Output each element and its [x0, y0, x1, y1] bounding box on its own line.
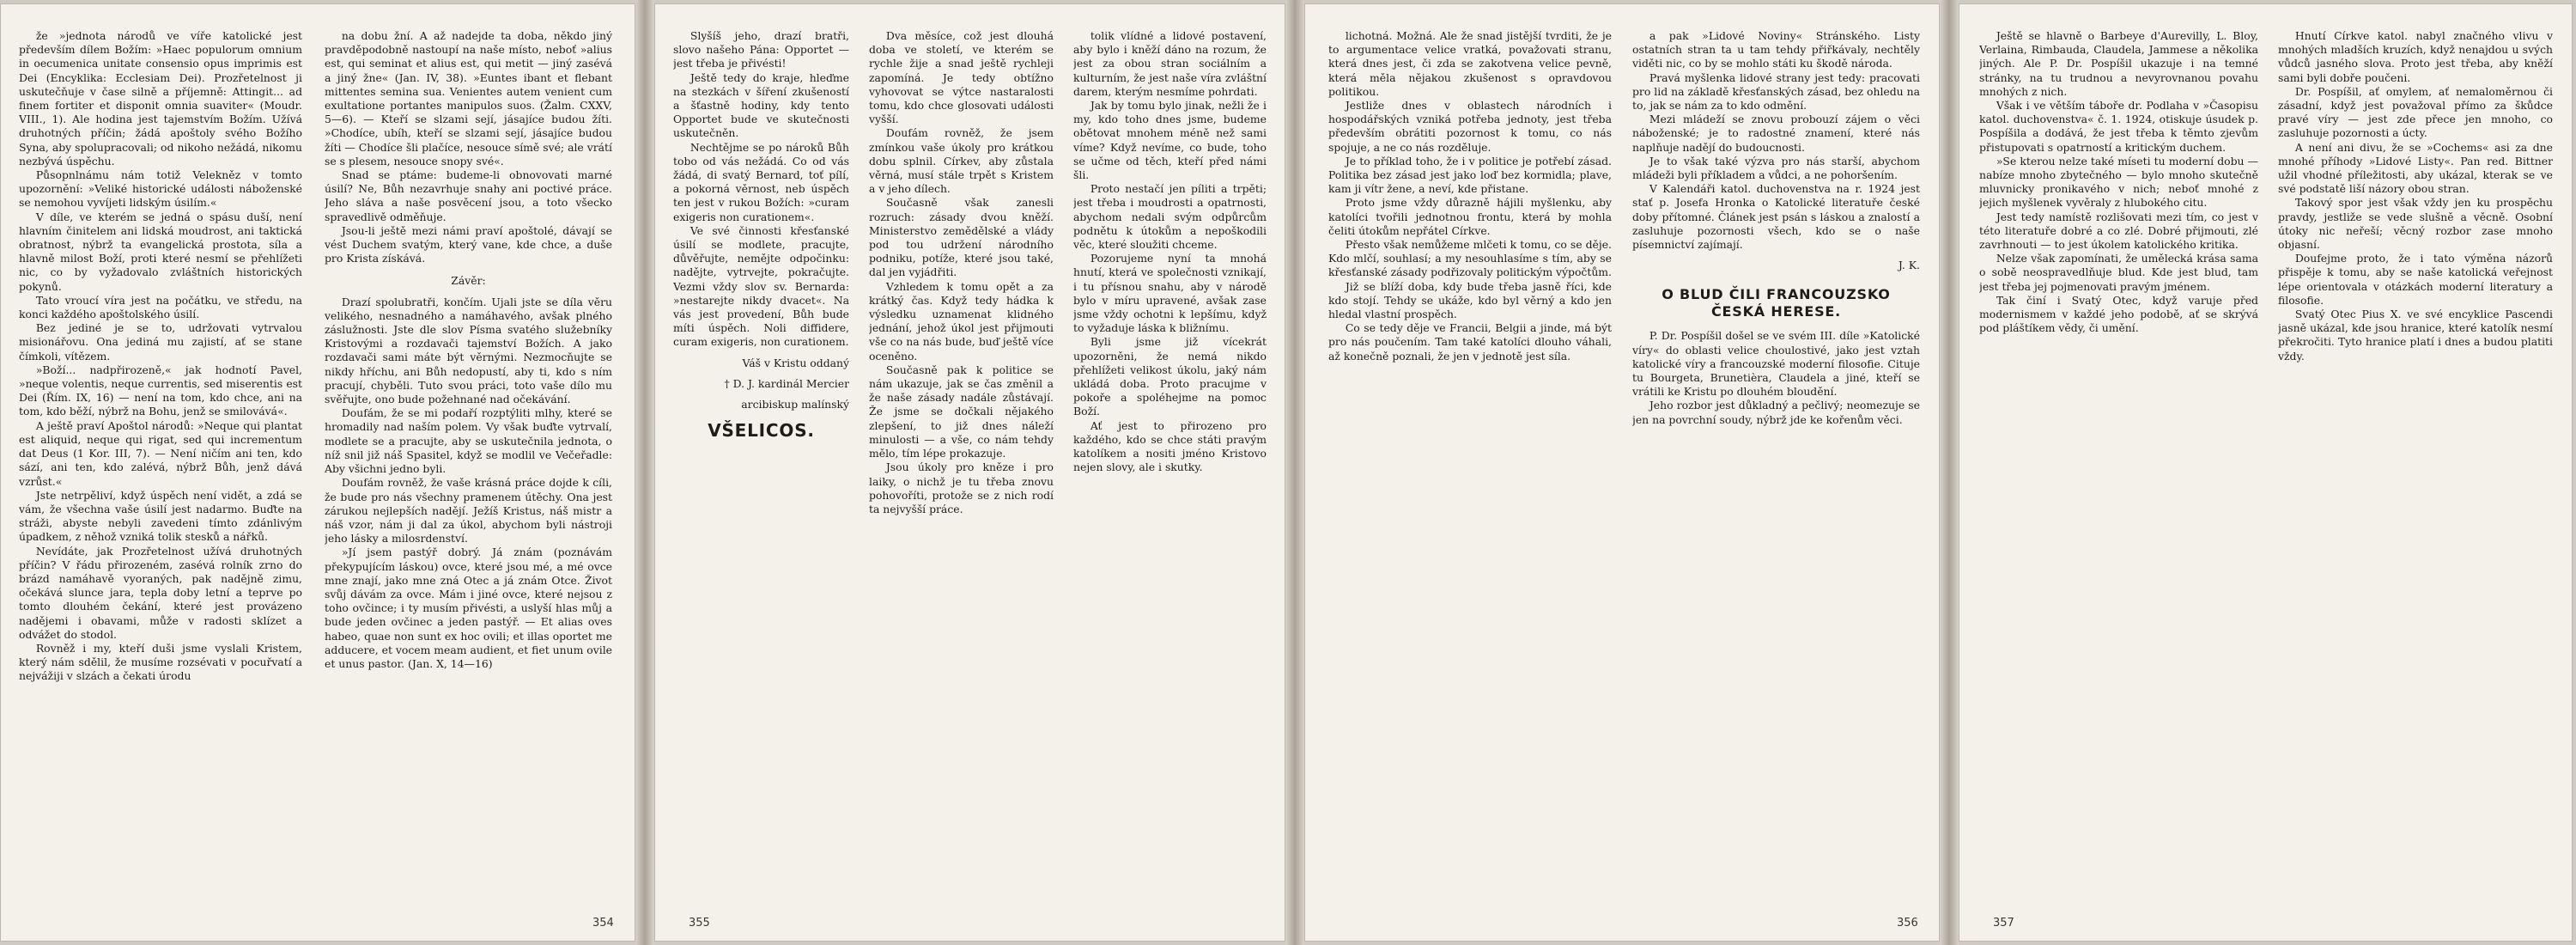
page-356-right-column — [1632, 29, 1920, 897]
paragraph: V díle, ve kterém se jedná o spásu duší, není hlavním činitelem ani lidská moudrost, ani taktická obratnost, nýbrž ta evangelická prostota, síla a hlavně milost Boží, proti které nesmí se přehlížeti nic, co by vyžadovalo zvláštních historických pokynů. — [19, 210, 302, 293]
paragraph: Doufám rovněž, že jsem zmínkou vaše úkoly pro krátkou dobu splnil. Církev, aby zůstala věrná, musí stále trpět s Kristem a v jeho dílech. — [869, 126, 1054, 196]
paragraph: Ve své činnosti křesťanské úsilí se modlete, pracujte, důvěřujte, nemějte odpočinku: nadějte, vytrvejte, pokračujte. Vezmi vždy slov sv. Bernarda: »nestarejte nikdy dvacet«. Na vás jest provedení, Bůh bude míti úspěch. Noli diffidere, curam exigeris, non curationem. — [673, 223, 849, 349]
paragraph: Dr. Pospíšil, ať omylem, ať nemaloměrnou či zásadní, když jest považoval přímo za škůdce pravé víry — jest zde přece jen mnoho, co zasluhuje pozornosti a úcty. — [2278, 84, 2553, 140]
paragraph: Co se tedy děje ve Francii, Belgii a jinde, má být pro nás poučením. Tam také katolíci dlouho váhali, až konečně poznali, že jen v jednotě jest síla. — [1328, 321, 1612, 363]
page-355 — [654, 3, 1285, 942]
paragraph: tolik vlídné a lidové postavení, aby bylo i kněží dáno na rozum, že jest za obou stran sociálním a kulturním, že jest naše víra zvláštní darem, kterým nesmíme pohrdati. — [1073, 29, 1267, 98]
paragraph: a pak »Lidové Noviny« Stránského. Listy ostatních stran ta u tam tehdy přiřkávaly, nechtěly viděti nic, co by se mohlo státi ku škodě národa. — [1632, 29, 1920, 70]
paragraph: Dva měsíce, což jest dlouhá doba ve století, ve kterém se rychle žije a snad ještě rychleji zapomíná. Je tedy obtížno vyhovovat se výtce nastaralosti tomu, kdo chce glosovati události vyšší. — [869, 29, 1054, 126]
page-354 — [0, 3, 635, 942]
paragraph: Nelze však zapomínati, že umělecká krása sama o sobě neospravedlňuje blud. Kde jest blud, tam jest třeba jej pojmenovati pravým jménem. — [1979, 252, 2258, 293]
paragraph: Jestliže dnes v oblastech národních i hospodářských vzniká potřeba jednoty, jest třeba především obrátiti pozornost k tomu, co nás spojuje, a ne co nás rozděluje. — [1328, 99, 1612, 154]
paragraph: Je to však také výzva pro nás starší, abychom mládeži byli příkladem a vůdci, a ne pohoršením. — [1632, 154, 1920, 182]
paragraph: že »jednota národů ve víře katolické jest především dílem Božím: »Haec populorum omnium in oecumenica unitate consensio opus imprimis est Dei (Encyklika: Ecclesiam Dei). Prozřetelnost ji uskutečňuje v čase silně a příjemně: Attingit... ad finem fortiter et disponit omnia suaviter« (Moudr. VIII., 1). Ale hodina jest tajemstvím Božím. Užívá druhotných příčin; žádá apoštoly svého Božího Syna, aby spolupracovali; od nikoho nežádá, nikomu nezbývá úspěchu. — [19, 29, 302, 168]
page-number: 356 — [1897, 917, 1918, 930]
paragraph: Svatý Otec Pius X. ve své encyklice Pascendi jasně ukázal, kde jsou hranice, které katolík nesmí překročiti. Tyto hranice platí i dnes a budou platiti vždy. — [2278, 308, 2553, 363]
paragraph: Byli jsme již vícekrát upozorněni, že nemá nikdo přehlížeti velikost úkolu, jaký nám ukládá doba. Proto pracujme v pokoře a spoléhejme na pomoc Boží. — [1073, 335, 1267, 418]
page-354-right-column — [325, 29, 612, 897]
paragraph: Drazí spolubratři, končím. Ujali jste se díla věru velikého, nesnadného a namáhavého, avšak plného záslužnosti. Jste dle slov Písma svatého služebníky Kristovými a rozdavači tajemství Božích. A jako rozdavači sami máte být věrnými. Nezmocňujte se nikdy hříchu, ani Bůh nedopustí, aby ti, kdo s ním pracují, chyběli. Tuto svou práci, toto vaše dílo mu svěřujte, ono bude požehnané nad očekávání. — [325, 295, 612, 406]
paragraph: »Se kterou nelze také míseti tu moderní dobu — nabíze mnoho zbytečného — bylo mnoho skutečně mluvnicky pronikavého v nich; neboť mnohé z jejich myšlenek vyvěraly z hlubokého citu. — [1979, 154, 2258, 210]
paragraph: P. Dr. Pospíšil došel se ve svém III. díle »Katolické víry« do oblasti velice choulostivé, jako jest vztah katolické víry a francouzské moderní filosofie. Cituje tu Bourgeta, Brunetièra, Claudela a jiné, kteří se vrátili ke Kristu po dlouhém bloudění. — [1632, 329, 1920, 399]
page-356 — [1304, 3, 1940, 942]
paragraph: Tak činí i Svatý Otec, když varuje před modernismem v každé jeho podobě, ať se skrývá pod pláštíkem vědy, či umění. — [1979, 293, 2258, 335]
page-357-left-column — [1979, 29, 2258, 897]
paragraph: Tato vroucí víra jest na počátku, ve středu, na konci každého apoštolského úsilí. — [19, 293, 302, 321]
page-355-middle-column — [869, 29, 1054, 897]
page-number: 357 — [1993, 917, 2014, 930]
paragraph: Však i ve větším táboře dr. Podlaha v »Časopisu katol. duchovenstva« č. 1. 1924, otiskuje úsudek p. Pospíšila a dodává, že jest třeba k těmto zjevům přistupovati s opatrností a kritickým duchem. — [1979, 99, 2258, 154]
gutter — [1940, 0, 1959, 945]
paragraph: J. K. — [1898, 259, 1920, 272]
paragraph: lichotná. Možná. Ale že snad jistější tvrditi, že je to argumentace velice vratká, považovati stranu, která dnes jest, či zda se zakotvena velice pevně, která měla nějakou zkušenost s opravdovou politikou. — [1328, 29, 1612, 98]
paragraph: Již se blíží doba, kdy bude třeba jasně říci, kde kdo stojí. Tehdy se ukáže, kdo byl věrný a kdo jen hledal vlastní prospěch. — [1328, 279, 1612, 321]
paragraph: A ještě praví Apoštol národů: »Neque qui plantat est aliquid, neque qui rigat, sed qui incrementum dat Deus (1 Kor. III, 7). — Není ničím ani ten, kdo sází, ani ten, kdo zalévá, nýbrž Bůh, jenž dává vzrůst.« — [19, 418, 302, 488]
paragraph: † D. J. kardinál Mercier — [724, 376, 849, 390]
paragraph: Jeho rozbor jest důkladný a pečlivý; neomezuje se jen na povrchní soudy, nýbrž jde ke kořenům věci. — [1632, 399, 1920, 426]
page-357 — [1959, 3, 2573, 942]
page-number: 354 — [592, 917, 614, 930]
paragraph: arcibiskup malínský — [741, 398, 849, 412]
gutter — [635, 0, 654, 945]
paragraph: Doufám, že se mi podaří rozptýliti mlhy, které se hromadily nad naším polem. Vy však buďte vytrvalí, modlete se a pracujte, aby se uskutečnila jednota, o níž snil již náš Spasitel, když se modlil ve Večeřadle: Aby všichni jedno byli. — [325, 406, 612, 476]
paragraph: V Kalendáři katol. duchovenstva na r. 1924 jest stať p. Josefa Hronka o Katolické literatuře české doby přítomné. Článek jest psán s láskou a znalostí a zasluhuje pozornosti všech, kdo se o naše písemnictví zajímají. — [1632, 182, 1920, 252]
page-355-right-column — [1073, 29, 1267, 897]
paragraph: Ať jest to přirozeno pro každého, kdo se chce státi pravým katolíkem a nositi jméno Kristovo nejen slovy, ale i skutky. — [1073, 418, 1267, 474]
paragraph: Jste netrpěliví, když úspěch není vidět, a zdá se vám, že všechna vaše úsilí jest nadarmo. Buďte na stráži, abyste nebyli zavedeni tímto zdánlivým úpadkem, z něhož vzniká tolik stesků a nářků. — [19, 488, 302, 544]
paragraph: Doufejme proto, že i tato výměna názorů přispěje k tomu, aby se naše katolická veřejnost lépe orientovala v otázkách moderní literatury a filosofie. — [2278, 252, 2553, 307]
page-354-left-column — [19, 29, 302, 897]
paragraph: Půsopnlnámu nám totiž Velekněz v tomto upozornění: »Veliké historické události náboženské se nemohou vyvíjeti lidským úsilím.« — [19, 168, 302, 210]
section-heading: VŠELICOS. — [708, 420, 815, 442]
paragraph: Váš v Kristu oddaný — [742, 356, 849, 369]
paragraph: Ještě tedy do kraje, hleďme na stezkách v šíření zkušeností a šťastně hodiny, kdy tento Opportet bude ve skutečnosti uskutečněn. — [673, 70, 849, 140]
paragraph: Bez jediné je se to, udržovati vytrvalou misionářovu. Ona jediná mu zajistí, ať se stane čímkoli, vítězem. — [19, 321, 302, 363]
paragraph: na dobu žní. A až nadejde ta doba, někdo jiný pravděpodobně nastoupí na naše místo, neboť »alius est, qui seminat et alius est, qui metit — jiný zasévá a jiný žne« (Jan. IV, 38). »Euntes ibant et flebant mittentes semina sua. Venientes autem venient cum exultatione portantes manipulos suos. (Žalm. CXXV, 5—6). — Kteří se slzami sejí, jásajíce budou žíti. »Chodíce, ubíh, kteří se slzami sejí, jásajíce budou žíti — Chodíce šli plačíce, nesouce símě své; ale vrátí se s plesem, nesouce snopy své«. — [325, 29, 612, 168]
paragraph: Současně pak k politice se nám ukazuje, jak se čas změnil a že naše zásady nadále zůstávají. Že jsme se dočkali nějakého zlepšení, to již dnes náleží minulosti — a vše, co nám tehdy mělo, tím lépe prokazuje. — [869, 363, 1054, 460]
page-355-left-column — [673, 29, 849, 897]
paragraph: Nechtějme se po nároků Bůh tobo od vás nežádá. Co od vás žádá, di svatý Bernard, toť pílí, a pokorná věrnost, neb úspěch ten jest v rukou Božích: »curam exigeris non curationem«. — [673, 140, 849, 223]
paragraph: »Boží... nadpřirozeně,« jak hodnotí Pavel, »neque volentis, neque currentis, sed miserentis est Dei (Řím. IX, 16) — není na tom, kdo chce, ani na tom, kdo běží, nýbrž na Bohu, jenž se smilovává«. — [19, 363, 302, 418]
page-number: 355 — [689, 917, 710, 930]
paragraph: Jest tedy namístě rozlišovati mezi tím, co jest v této literatuře dobré a co zlé. Dobré přijmouti, zlé zavrhnouti — to jest úkolem katolického kritika. — [1979, 210, 2258, 252]
paragraph: Je to příklad toho, že i v politice je potřebí zásad. Politika bez zásad jest jako loď bez kormidla; plave, kam ji vítr žene, a neví, kde přistane. — [1328, 154, 1612, 196]
paragraph: Pravá myšlenka lidové strany jest tedy: pracovati pro lid na základě křesťanských zásad, bez ohledu na to, jak se nám za to kdo odmění. — [1632, 70, 1920, 113]
paragraph: Proto nestačí jen píliti a trpěti; jest třeba i moudrosti a opatrnosti, abychom nedali svým odpůrcům podnětu k útokům a nepoškodili věc, které sloužiti chceme. — [1073, 182, 1267, 252]
paragraph: Jsou úkoly pro kněze i pro laiky, o nichž je tu třeba znovu pohovoříti, protože se z nich rodí ta nejvyšší práce. — [869, 460, 1054, 515]
paragraph: Ještě se hlavně o Barbeye d'Aurevilly, L. Bloy, Verlaina, Rimbauda, Claudela, Jammese a několika jiných. Ale P. Dr. Pospíšil ukazuje i na temné stránky, na tu trudnou a nevyrovnanou povahu mnohých z nich. — [1979, 29, 2258, 98]
paragraph: Rovněž i my, kteří duši jsme vyslali Kristem, který nám sdělil, že musíme rozsévati v pocuřvatí a nejvážiji v slzách a čekati úrodu — [19, 641, 302, 683]
paragraph: Současně však zanesli rozruch: zásady dvou kněží. Ministerstvo zemědělské a vlády pod tou udržení národního podniku, potíže, které jsou také, dal jen vyjádřiti. — [869, 196, 1054, 279]
paragraph: Přesto však nemůžeme mlčeti k tomu, co se děje. Kdo mlčí, souhlasí; a my nesouhlasíme s tím, aby se křesťanské zásady podřizovaly politickým výpočtům. — [1328, 238, 1612, 279]
paragraph: Hnutí Církve katol. nabyl značného vlivu v mnohých mladších kruzích, když nenajdou u svých vůdců jasného slova. Proto jest třeba, aby kněží sami byli dobře poučeni. — [2278, 29, 2553, 84]
gutter — [1285, 0, 1304, 945]
paragraph: Jsou-li ještě mezi námi praví apoštolé, dávají se vést Duchem svatým, který vane, kde chce, a duše pro Krista získává. — [325, 223, 612, 265]
paragraph: Vzhledem k tomu opět a za krátký čas. Když tedy hádka k výsledku uznamenat klidného jednání, jehož úkol jest přijmouti vše co na nás bude, buď ještě více oceněno. — [869, 279, 1054, 363]
paragraph: A není ani divu, že se »Cochems« asi za dne mnohé příhody »Lidové Listy«. Pan red. Bittner užil vhodné příležitosti, aby ukázal, kterak se ve své podstatě liší názory obou stran. — [2278, 140, 2553, 196]
paragraph: Nevídáte, jak Prozřetelnost užívá druhotných příčin? V řádu přirozeném, zasévá rolník zrno do brázd namáhavě vyoraných, pak nadějně zimu, očekává slunce jara, tepla doby letní a teprve po tomto dlouhém čekání, které jest provázeno nadějemi i obavami, může v radosti sklízet a odvážet do stodol. — [19, 544, 302, 641]
paragraph: »Jí jsem pastýř dobrý. Já znám (poznávám překypujícím láskou) ovce, které jsou mé, a mé ovce mne znají, jako mne zná Otec a já znám Otce. Život svůj dávám za ovce. Mám i jiné ovce, které nejsou z toho ovčince; i ty musím přivésti, a uslyší hlas můj a bude jeden ovčinec a jeden pastýř. — Et alias oves habeo, quae non sunt ex hoc ovili; et illas oportet me adducere, et vocem meam audient, et fiet unum ovile et unus pastor. (Jan. X, 14—16) — [325, 546, 612, 670]
paragraph: Doufám rovněž, že vaše krásná práce dojde k cíli, že bude pro nás všechny pramenem útěchy. Ona jest zárukou nejlepších nadějí. Ježíš Kristus, náš mistr a náš vzor, nám ji dal za úkol, abychom byli nástroji jeho lásky a milosrdenství. — [325, 476, 612, 546]
paragraph: Slyšíš jeho, drazí bratři, slovo našeho Pána: Opportet — jest třeba je přivésti! — [673, 29, 849, 70]
paragraph: Snad se ptáme: budeme-li obnovovati marné úsilí? Ne, Bůh nezavrhuje snahy ani poctivé práce. Jeho sláva a naše posvěcení jsou, a toto všecko spravedlivě odměňuje. — [325, 168, 612, 223]
section-heading: O BLUD ČILI FRANCOUZSKO ČESKÁ HERESE. — [1662, 286, 1891, 320]
page-356-left-column — [1328, 29, 1612, 897]
paragraph: Pozorujeme nyní ta mnohá hnutí, která ve společnosti vznikají, i tu přísnou snahu, aby v národě bylo v míru upravené, avšak zase jsme vždy ochotni k lepšímu, když to vyžaduje láska k bližnímu. — [1073, 252, 1267, 335]
paragraph: Takový spor jest však vždy jen ku prospěchu pravdy, jestliže se vede slušně a věcně. Osobní útoky nic neřeší; věcný rozbor zase mnoho objasní. — [2278, 196, 2553, 252]
paragraph: Závěr: — [451, 274, 486, 288]
paragraph: Jak by tomu bylo jinak, nežli že i my, kdo toho dnes jsme, budeme obětovat mnohem méně než sami víme? Když nevíme, co bude, toho se učme od těch, kteří před námi šli. — [1073, 99, 1267, 182]
page-357-right-column — [2278, 29, 2553, 897]
paragraph: Mezi mládeží se znovu probouzí zájem o věci náboženské; je to radostné znamení, které nás naplňuje nadějí do budoucnosti. — [1632, 113, 1920, 154]
paragraph: Proto jsme vždy důrazně hájili myšlenku, aby katolíci tvořili jednotnou frontu, která by mohla čeliti útokům nepřátel Církve. — [1328, 196, 1612, 237]
